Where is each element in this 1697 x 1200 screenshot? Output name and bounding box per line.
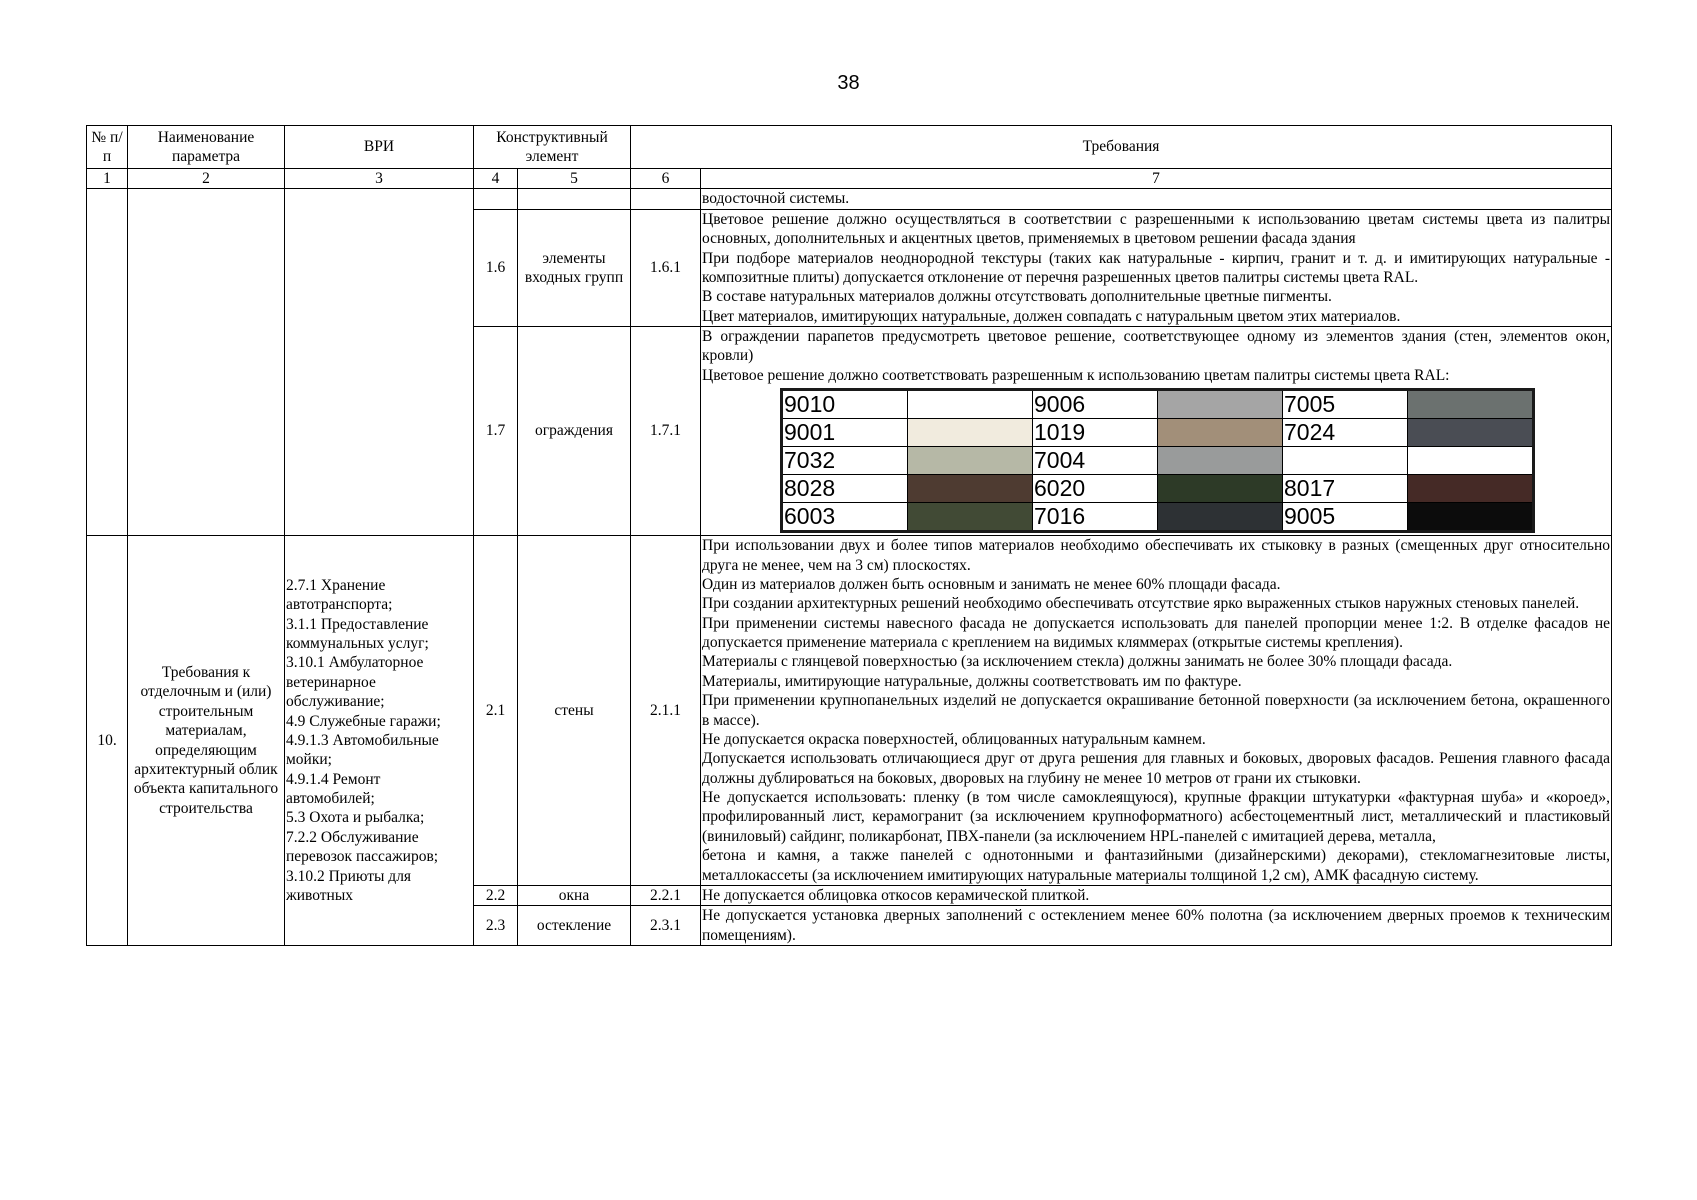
- column-number-row: [87, 169, 1612, 189]
- ral-code: 9005: [1283, 503, 1408, 532]
- color-swatch: [1158, 475, 1283, 503]
- requirement-code: 2.1.1: [631, 536, 701, 886]
- color-swatch: [1158, 390, 1283, 419]
- cell-num-empty: [87, 189, 128, 536]
- ral-code: 1019: [1033, 419, 1158, 447]
- color-swatch: [1158, 447, 1283, 475]
- column-number: 7: [701, 169, 1612, 189]
- color-swatch: [908, 447, 1033, 475]
- header-element: Конструктивный элемент: [474, 126, 631, 169]
- column-number: 3: [285, 169, 474, 189]
- param-name: Требования к отделочным и (или) строительным материалам, определяющим архитектурный облик объекта капитального строительства: [128, 536, 285, 946]
- ral-code: 9010: [782, 390, 908, 419]
- column-number: 2: [128, 169, 285, 189]
- subitem-num: 1.6: [474, 209, 518, 326]
- cell-param-empty: [128, 189, 285, 536]
- color-swatch: [1408, 419, 1534, 447]
- color-swatch: [1408, 447, 1534, 475]
- header-param: Наименование параметра: [128, 126, 285, 169]
- row-10-2-1: [87, 536, 1612, 886]
- ral-code: 7032: [782, 447, 908, 475]
- vri-list: 2.7.1 Хранение автотранспорта; 3.1.1 Предоставление коммунальных услуг; 3.10.1 Амбулаторное ветеринарное обслуживание; 4.9 Служебные гаражи; 4.9.1.3 Автомобильные мойки; 4.9.1.4 Ремонт автомобилей; 5.3 Охота и рыбалка; 7.2.2 Обслуживание перевозок пассажиров; 3.10.2 Приюты для животных: [285, 536, 474, 946]
- element-name: ограждения: [518, 327, 631, 536]
- ral-code: 7005: [1283, 390, 1408, 419]
- requirement-text: При использовании двух и более типов материалов необходимо обеспечивать их стыковку в разных (смещенных друг относительно друга не менее, чем на 3 см) плоскостях. Один из материалов должен быть основным и занимать не менее 60% площади фасада. При создании архитектурных решений необходимо обеспечивать отсутствие ярко выраженных стыков наружных стеновых панелей. При применении системы навесного фасада не допускается использовать для панелей пропорции менее 1:2. В отделке фасадов не допускается применение материала с креплением на видимых кляммерах (открытые системы крепления). Материалы с глянцевой поверхностью (за исключением стекла) должны занимать не более 30% площади фасада. Материалы, имитирующие натуральные, должны соответствовать им по фактуре. При применении крупнопанельных изделий не допускается окрашивание бетонной поверхности (за исключением бетона, окрашенного в массе). Не допускается окраска поверхностей, облицованных натуральным камнем. Допускается использовать отличающиеся друг от друга решения для главных и боковых, дворовых фасадов. Решения главного фасада должны дублироваться на боковых, дворовых на глубину не менее 10 метров от грани их стыковки. Не допускается использовать: пленку (в том числе самоклеящуюся), крупные фракции штукатурки «фактурная шуба» и «короед», профилированный лист, керамогранит (за исключением крупноформатного) асбестоцементный лист, металлический и пластиковый (виниловый) сайдинг, поликарбонат, ПВХ-панели (за исключением HPL-панелей с имитацией дерева, металла, бетона и камня, а также панелей с однотонными и фантазийными (дизайнерскими) декорами), стекломагнезитовые листы, металлокассеты (за исключением имитирующих натуральные материалы толщиной 1,2 см), АМК фасадную систему.: [702, 537, 1611, 884]
- requirements-table: [86, 125, 1612, 946]
- palette-row: [782, 503, 1534, 532]
- requirement-text: Цветовое решение должно осуществляться в соответствии с разрешенными к использованию цветам системы цвета из палитры основных, дополнительных и акцентных цветов, применяемых в цветовом решении фасада здания При подборе материалов неоднородной текстуры (таких как натуральные - кирпич, гранит и т. д. и имитирующих натуральные - композитные плиты) допускается отклонение от перечня разрешенных цветов палитры системы цвета RAL. В составе натуральных материалов должны отсутствовать дополнительные цветные пигменты. Цвет материалов, имитирующих натуральные, должен совпадать с натуральным цветом этих материалов.: [702, 210, 1611, 325]
- ral-code: 7024: [1283, 419, 1408, 447]
- element-name: окна: [518, 885, 631, 905]
- element-name: стены: [518, 536, 631, 886]
- color-swatch: [908, 390, 1033, 419]
- requirement-code: 2.3.1: [631, 906, 701, 946]
- ral-code: 9001: [782, 419, 908, 447]
- column-number: 4: [474, 169, 518, 189]
- header-num: № п/п: [87, 126, 128, 169]
- continuation-text: водосточной системы.: [701, 189, 1612, 209]
- requirement-code: 1.6.1: [631, 209, 701, 326]
- requirement-code: 2.2.1: [631, 885, 701, 905]
- header-row: [87, 126, 1612, 169]
- column-number: 1: [87, 169, 128, 189]
- subitem-num: 2.1: [474, 536, 518, 886]
- ral-color-palette: [780, 388, 1535, 533]
- palette-row: [782, 447, 1534, 475]
- requirement-text: В ограждении парапетов предусмотреть цветовое решение, соответствующее одному из элементов здания (стен, элементов окон, кровли) Цветовое решение должно соответствовать разрешенным к использованию цветам палитры системы цвета RAL: 9010 9006 7005 9001 1019 7024 7032 7004 8028 6020 8017 6003 7016 9005: [701, 327, 1612, 536]
- subitem-num: 2.2: [474, 885, 518, 905]
- subitem-num: 1.7: [474, 327, 518, 536]
- subitem-num: 2.3: [474, 906, 518, 946]
- cell-vri-empty: [285, 189, 474, 536]
- ral-code: 9006: [1033, 390, 1158, 419]
- ral-code: 6003: [782, 503, 908, 532]
- element-name: элементы входных групп: [518, 209, 631, 326]
- ral-code: 8017: [1283, 475, 1408, 503]
- ral-code: [1283, 447, 1408, 475]
- item-num: 10.: [87, 536, 128, 946]
- header-requirements: Требования: [631, 126, 1612, 169]
- color-swatch: [1158, 503, 1283, 532]
- color-swatch: [1408, 475, 1534, 503]
- requirement-code: 1.7.1: [631, 327, 701, 536]
- ral-code: 7004: [1033, 447, 1158, 475]
- continuation-row: [87, 189, 1612, 209]
- color-swatch: [1158, 419, 1283, 447]
- page-number: 38: [837, 72, 860, 94]
- ral-code: 8028: [782, 475, 908, 503]
- color-swatch: [908, 475, 1033, 503]
- requirement-text: Не допускается облицовка откосов керамической плиткой.: [701, 885, 1612, 905]
- color-swatch: [1408, 390, 1534, 419]
- ral-code: 6020: [1033, 475, 1158, 503]
- header-vri: ВРИ: [285, 126, 474, 169]
- column-number: 5: [518, 169, 631, 189]
- color-swatch: [908, 419, 1033, 447]
- requirement-text: Не допускается установка дверных заполнений с остеклением менее 60% полотна (за исключением дверных проемов к техническим помещениям).: [702, 907, 1611, 944]
- palette-row: [782, 419, 1534, 447]
- element-name: остекление: [518, 906, 631, 946]
- column-number: 6: [631, 169, 701, 189]
- color-swatch: [1408, 503, 1534, 532]
- color-swatch: [908, 503, 1033, 532]
- palette-row: [782, 475, 1534, 503]
- palette-row: [782, 390, 1534, 419]
- ral-code: 7016: [1033, 503, 1158, 532]
